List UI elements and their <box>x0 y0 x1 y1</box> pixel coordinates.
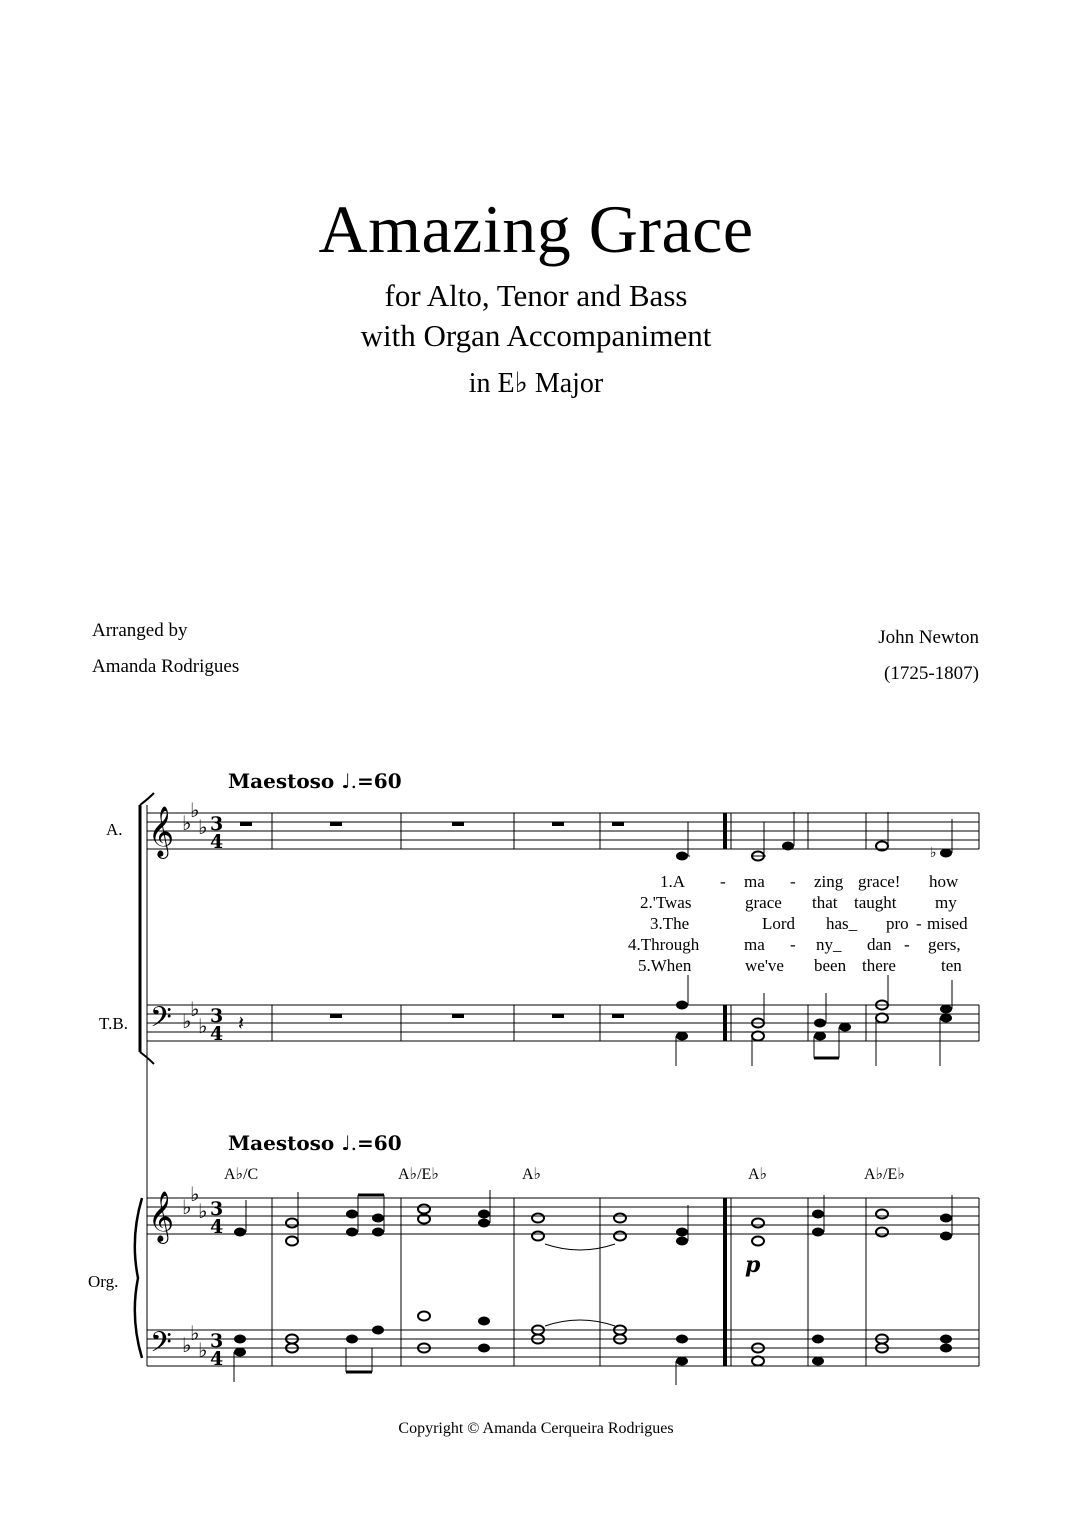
time-signature-top: 3 <box>210 1330 224 1352</box>
treble-clef-icon: 𝄞 <box>148 1191 175 1242</box>
dotted-quarter-note-icon: ♩. <box>341 1131 358 1155</box>
lyric-syllable: ma <box>744 935 765 954</box>
svg-text:♭: ♭ <box>190 997 200 1021</box>
key-suffix: Major <box>527 368 604 399</box>
svg-text:♭: ♭ <box>182 811 192 835</box>
time-signature-bottom: 4 <box>210 1216 224 1238</box>
svg-text:♭: ♭ <box>190 1321 200 1345</box>
lyric-syllable: has_ <box>826 914 858 933</box>
time-signature-top: 3 <box>210 1005 224 1027</box>
time-signature <box>210 813 223 1370</box>
lyric-syllable: 4.Through <box>628 935 700 954</box>
lyric-syllable: mised <box>927 914 968 933</box>
whole-rest-icon <box>452 822 464 826</box>
chord-symbol: A♭/C <box>224 1166 259 1183</box>
composer-name: John Newton <box>878 627 979 648</box>
lyric-syllable: pro <box>886 914 909 933</box>
svg-text:♭: ♭ <box>182 1009 192 1033</box>
alto-notes <box>240 812 952 861</box>
lyric-syllable: how <box>929 872 959 891</box>
time-signature-bottom: 4 <box>210 1348 224 1370</box>
chord-symbol: A♭/E♭ <box>398 1166 439 1183</box>
alto-label: A. <box>106 820 123 839</box>
lyric-syllable: there <box>862 956 896 975</box>
dotted-quarter-note-icon: ♩. <box>341 769 358 793</box>
lyric-syllable: dan <box>867 935 892 954</box>
svg-text:♭: ♭ <box>198 815 208 839</box>
lyric-syllable: grace <box>745 893 782 912</box>
lyric-syllable: ten <box>941 956 962 975</box>
svg-text:♭: ♭ <box>190 798 200 822</box>
organ-tempo-value: =60 <box>357 1131 402 1155</box>
lyric-syllable: that <box>812 893 838 912</box>
lyric-syllable: 1.A <box>660 872 686 891</box>
svg-text:♭: ♭ <box>198 1338 208 1362</box>
time-signature-bottom: 4 <box>210 831 224 853</box>
quarter-note <box>940 849 952 858</box>
time-signature-bottom: 4 <box>210 1023 224 1045</box>
arranged-by-label: Arranged by <box>92 620 188 641</box>
tenor-bass-label: T.B. <box>99 1014 128 1033</box>
arranger-name: Amanda Rodrigues <box>92 656 240 677</box>
svg-text:♭: ♭ <box>190 1182 200 1206</box>
lyric-syllable: ma <box>744 872 765 891</box>
lyric-syllable: zing <box>814 872 844 891</box>
organ-treble-staff <box>147 1198 979 1366</box>
lyric-syllable: 5.When <box>638 956 692 975</box>
treble-clef-icon: 𝄞 <box>148 806 175 857</box>
svg-text:♭: ♭ <box>930 845 937 861</box>
whole-rest-icon <box>330 822 342 826</box>
bass-clef-icon: 𝄢 <box>150 1001 172 1041</box>
lyric-hyphen: - <box>916 914 922 933</box>
chord-symbol: A♭ <box>748 1166 768 1183</box>
tenor-bass-notes <box>238 975 952 1066</box>
lyric-syllable: my <box>935 893 957 912</box>
copyright-notice: Copyright © Amanda Cerqueira Rodrigues <box>398 1420 674 1437</box>
chord-symbol: A♭/E♭ <box>864 1166 905 1183</box>
half-rest-icon <box>612 822 624 826</box>
alto-staff <box>147 813 979 849</box>
bass-clef-icon: 𝄢 <box>150 1326 172 1366</box>
svg-text:♭: ♭ <box>198 1014 208 1038</box>
lyric-hyphen: - <box>720 872 726 891</box>
choir-tempo-value: =60 <box>357 769 402 793</box>
lyric-syllable: 2.'Twas <box>640 893 692 912</box>
svg-text:♭: ♭ <box>182 1333 192 1357</box>
dynamic-marking: p <box>745 1252 761 1278</box>
lyric-hyphen: - <box>790 935 796 954</box>
choir-tempo-word: Maestoso <box>228 769 335 793</box>
chord-symbol: A♭ <box>522 1166 542 1183</box>
time-signature-top: 3 <box>210 813 224 835</box>
svg-text:𝄽: 𝄽 <box>238 1011 245 1035</box>
svg-text:♭: ♭ <box>198 1199 208 1223</box>
svg-text:♭: ♭ <box>182 1195 192 1219</box>
key-signature-flats <box>182 798 207 1362</box>
tenor-bass-staff <box>147 1005 979 1041</box>
time-signature-top: 3 <box>210 1198 224 1220</box>
key-prefix: in E <box>468 368 515 399</box>
lyric-syllable: been <box>814 956 847 975</box>
organ-brace <box>135 1198 142 1358</box>
lyric-syllable: 3.The <box>650 914 690 933</box>
organ-tempo-word: Maestoso <box>228 1131 335 1155</box>
key-flat: ♭ <box>514 368 528 399</box>
organ-treble-notes <box>234 1190 952 1250</box>
score-title: Amazing Grace <box>318 191 754 267</box>
whole-rest-icon <box>552 822 564 826</box>
score-subtitle-line2: with Organ Accompaniment <box>360 318 712 353</box>
half-rest-icon <box>240 822 252 826</box>
lyric-syllable: taught <box>854 893 897 912</box>
lyric-syllable: gers, <box>928 935 961 954</box>
lyric-syllable: grace! <box>858 872 901 891</box>
quarter-note <box>782 842 794 851</box>
lyric-hyphen: - <box>790 872 796 891</box>
lyric-hyphen: - <box>904 935 910 954</box>
lyric-syllable: Lord <box>762 914 796 933</box>
score-subtitle-line1: for Alto, Tenor and Bass <box>384 278 688 313</box>
composer-dates: (1725-1807) <box>884 663 979 684</box>
organ-label: Org. <box>88 1272 119 1291</box>
lyric-syllable: we've <box>745 956 784 975</box>
lyric-syllable: ny_ <box>816 935 842 954</box>
